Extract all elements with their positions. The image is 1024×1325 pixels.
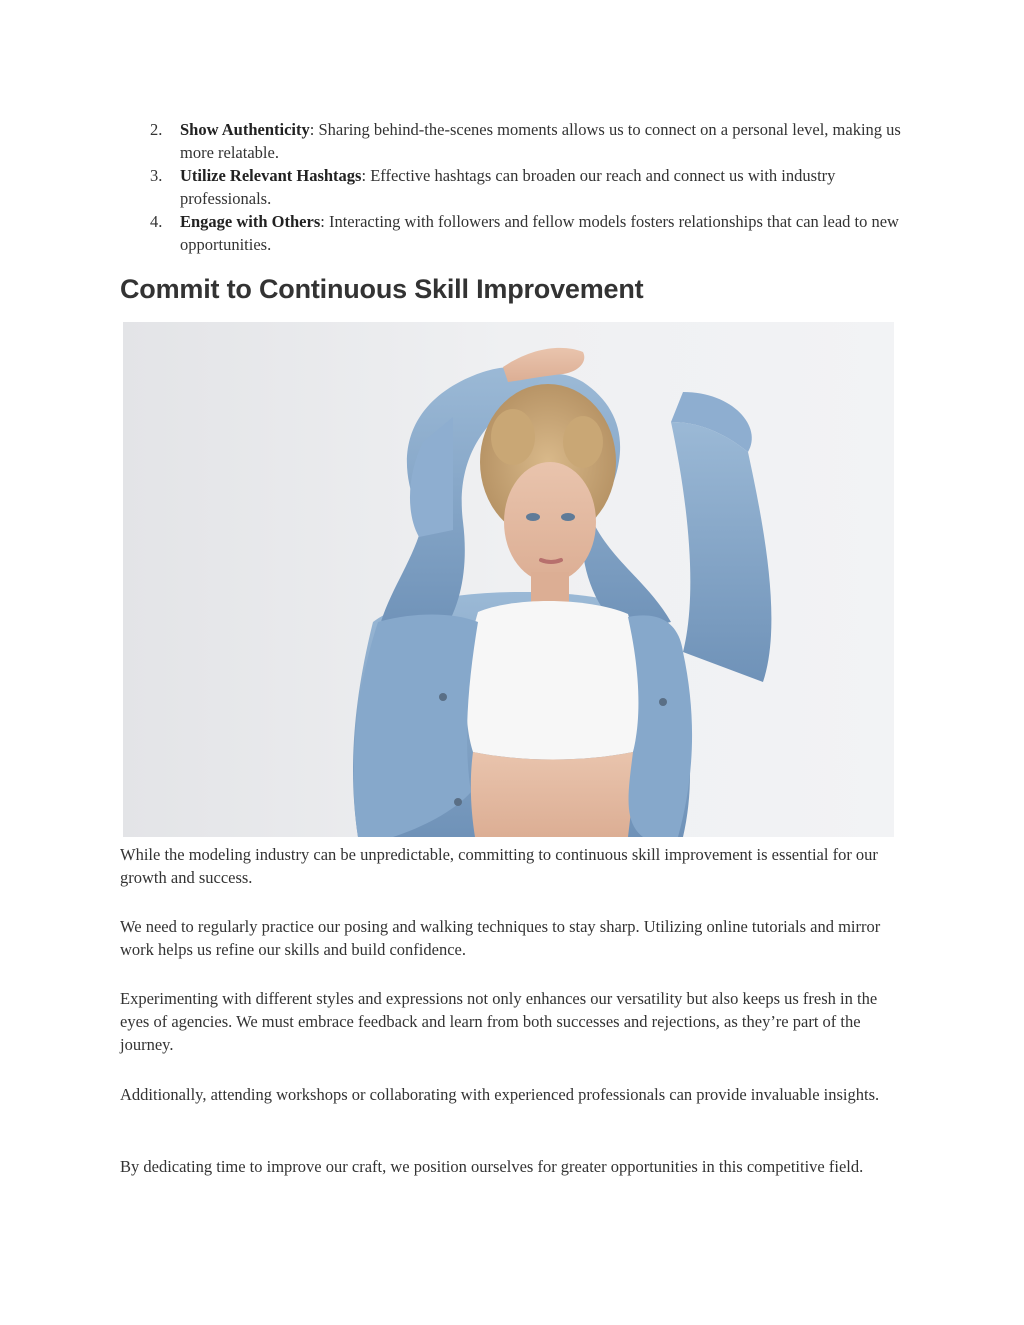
- list-item-number: 4.: [150, 212, 163, 231]
- list-item: [120, 164, 910, 210]
- list-item-number: 3.: [150, 166, 163, 185]
- list-item-text: : Interacting with followers and fellow models fosters relationships that can lead to new opportunities.: [180, 212, 899, 254]
- paragraph: While the modeling industry can be unpredictable, committing to continuous skill improvement is essential for our growth and success.: [120, 845, 878, 887]
- model-photo: [123, 322, 894, 837]
- section-heading: Commit to Continuous Skill Improvement: [120, 274, 644, 304]
- tips-list: [120, 118, 910, 256]
- list-item: [120, 210, 910, 256]
- paragraph: By dedicating time to improve our craft, we position ourselves for greater opportunities in this competitive field.: [120, 1157, 864, 1176]
- model-illustration: [123, 322, 894, 837]
- list-item: [120, 118, 910, 164]
- list-item-title: Engage with Others: [180, 212, 321, 231]
- paragraph: Experimenting with different styles and expressions not only enhances our versatility but also keeps us fresh in the eyes of agencies. We must embrace feedback and learn from both successes and rejections, as they’re part of the journey.: [120, 989, 878, 1054]
- list-item-title: Utilize Relevant Hashtags: [180, 166, 362, 185]
- list-item-text: : Effective hashtags can broaden our reach and connect us with industry professionals.: [180, 166, 836, 208]
- paragraph: We need to regularly practice our posing and walking techniques to stay sharp. Utilizing online tutorials and mirror work helps us refine our skills and build confidence.: [120, 917, 881, 959]
- paragraph: Additionally, attending workshops or collaborating with experienced professionals can provide invaluable insights.: [120, 1085, 880, 1104]
- list-item-number: 2.: [150, 120, 163, 139]
- list-item-text: : Sharing behind-the-scenes moments allows us to connect on a personal level, making us more relatable.: [180, 120, 901, 162]
- list-item-title: Show Authenticity: [180, 120, 310, 139]
